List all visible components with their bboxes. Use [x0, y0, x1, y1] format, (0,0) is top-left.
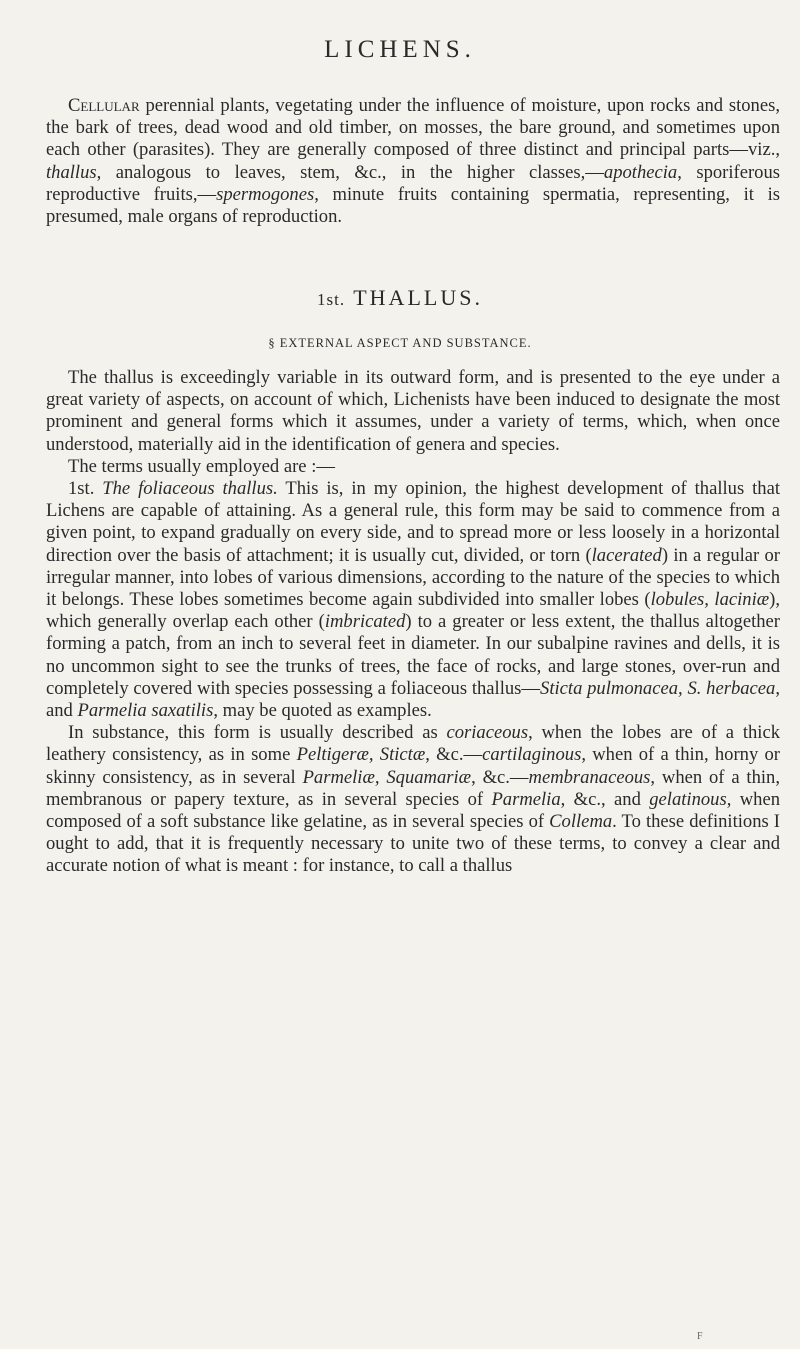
paragraph-1: The thallus is exceedingly variable in its outward form, and is presented to the eye under a great variety of aspects, on account of which, Lichenists have been induced to designate the most prominent and general forms which it assumes, under a variety of terms, which, when once understood, materially aid in the identification of genera and species. [46, 367, 780, 455]
intro-term-spermogones: spermogones [216, 183, 315, 205]
paragraph-text: . To these definitions I ought to add, that it is frequently necessary to unite two of these terms, to convey a clear and accurate notion of what is meant : for instance, to call a thallus [46, 811, 780, 877]
main-text [46, 367, 780, 878]
paragraph-3 [46, 478, 780, 722]
page-title: LICHENS. [324, 36, 476, 63]
intro-text: , analogous to leaves, stem, &c., in the higher classes,— [96, 161, 604, 183]
intro-paragraph [46, 95, 780, 228]
paragraph-4 [46, 722, 780, 877]
paragraph-text: In substance, this form is usually described as [68, 722, 447, 744]
term-cartilaginous: cartilaginous [482, 744, 582, 766]
paragraph-text: , &c.— [471, 766, 529, 788]
term-peltigerae: Peltigeræ, Stictæ [296, 744, 426, 766]
section-title: THALLUS. [353, 285, 483, 310]
paragraph-text: , and [46, 677, 780, 722]
paragraph-text: ) in a regular or irregular manner, into lobes of various dimensions, according to the nature of the species to which it belongs. These lobes sometimes become again subdivided into smaller lobes ( [46, 544, 780, 611]
paragraph-text: , when of a thin, horny or skinny consistency, as in several [46, 744, 781, 788]
intro-text: , minute fruits containing spermatia, representing, it is presumed, male organs of reproduction. [46, 183, 780, 228]
term-imbricated: imbricated [324, 611, 406, 633]
paragraph-text: ) to a greater or less extent, the thallus altogether forming a patch, from an inch to several feet in diameter. In our subalpine ravines and dells, it is no uncommon sight to see the trunks of trees, the face of rocks, and large stones, over-run and completely covered with species possessing a foliaceous thallus— [46, 611, 780, 699]
intro-text: perennial plants, vegetating under the influence of moisture, upon rocks and stones, the bark of trees, dead wood and old timber, on mosses, the bare ground, and sometimes upon each other (parasites). They are generally composed of three distinct and principal parts—viz., [46, 95, 780, 161]
term-parmelia: Parmelia [491, 788, 561, 810]
paragraph-text: This is, in my opinion, the highest development of thallus that Lichens are capable of attaining. As a general rule, this form may be said to commence from a given point, to expand gradually on every side, and to spread more or less loosely in a horizontal direction over the basis of attachment; it is usually cut, divided, or torn ( [46, 478, 781, 566]
term-coriaceous: coriaceous [446, 722, 529, 744]
paragraph-text: , &c.— [425, 744, 483, 766]
signature-mark: F [697, 1331, 703, 1342]
section-number: 1st. [317, 290, 346, 309]
term-sticta: Sticta pulmonacea, S. herbacea [540, 677, 776, 699]
term-lobules: lobules, laciniæ [650, 589, 770, 611]
term-collema: Collema [549, 811, 613, 833]
term-membranaceous: membranaceous [528, 766, 651, 788]
paragraph-text: , when the lobes are of a thick leathery consistency, as in some [46, 722, 781, 766]
term-lacerated: lacerated [591, 544, 662, 566]
intro-text: , sporiferous reproductive fruits,— [46, 161, 781, 205]
intro-term-apothecia: apothecia [603, 161, 678, 183]
list-number: 1st. [68, 478, 103, 500]
term-parmeliae: Parmeliæ, Squamariæ [302, 766, 472, 788]
paragraph-text: ), which generally overlap each other ( [46, 589, 780, 633]
term-gelatinous: gelatinous [649, 788, 727, 810]
intro-term-thallus: thallus [46, 161, 97, 183]
paragraph-text: , may be quoted as examples. [213, 700, 432, 722]
section-heading [0, 285, 800, 311]
paragraph-2: The terms usually employed are :— [68, 455, 335, 477]
paragraph-text: , when composed of a soft substance like gelatine, as in several species of [46, 788, 781, 833]
term-foliaceous-thallus: The foliaceous thallus. [102, 478, 278, 500]
paragraph-text: , &c., and [560, 788, 650, 810]
term-parmelia-saxatilis: Parmelia saxatilis [77, 700, 214, 722]
subsection-heading: § EXTERNAL ASPECT AND SUBSTANCE. [268, 336, 532, 350]
paragraph-text: , when of a thin, membranous or papery texture, as in several species of [46, 766, 780, 810]
intro-lead-word: Cellular [68, 95, 140, 116]
